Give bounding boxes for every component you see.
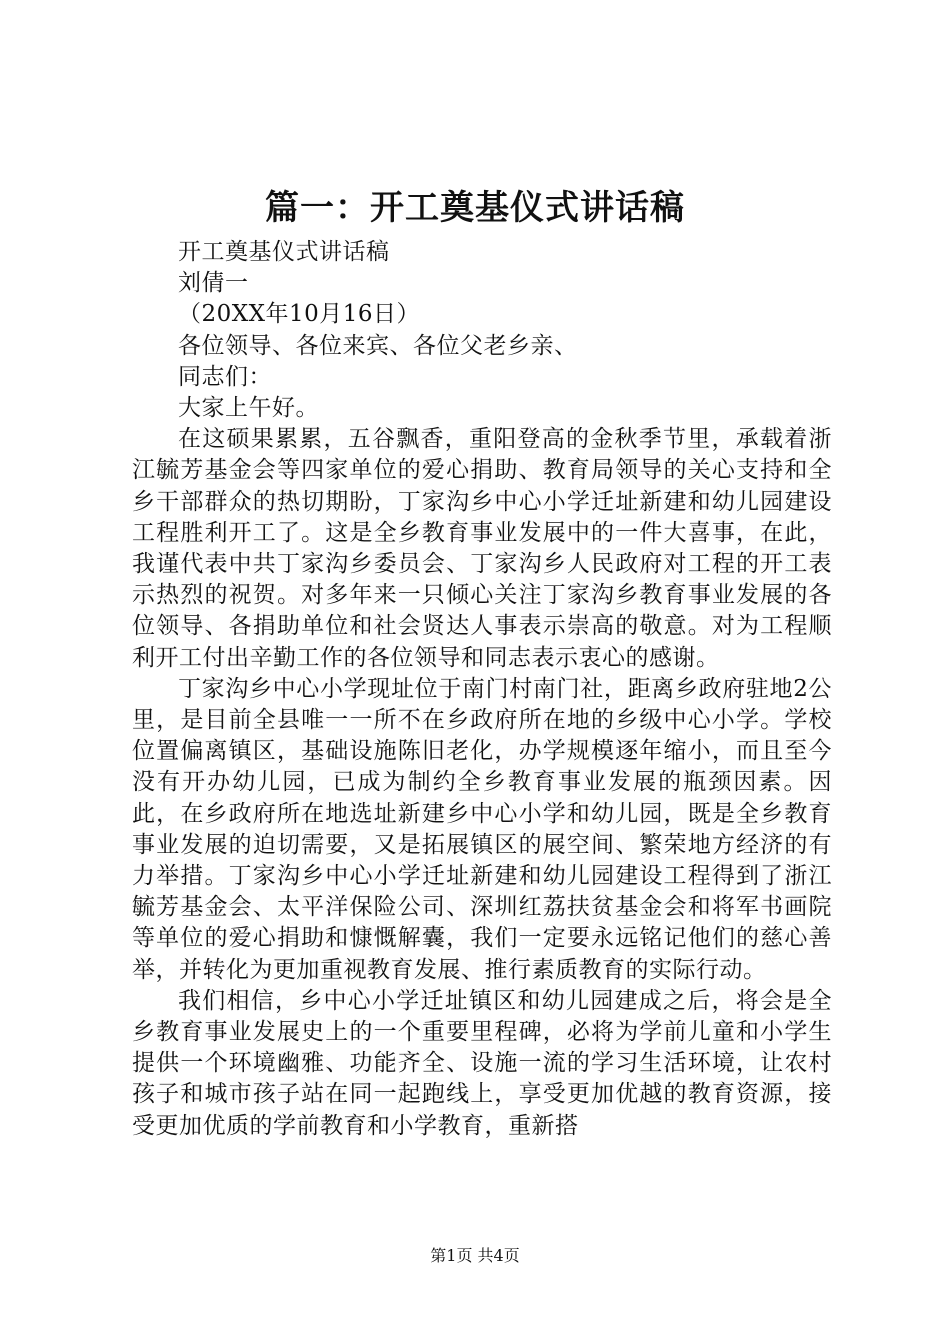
page-footer: 第1页 共4页	[430, 1246, 520, 1265]
paragraph-2: 丁家沟乡中心小学现址位于南门村南门社，距离乡政府驻地2公里，是目前全县唯一一所不在乡政府所在地的乡级中心小学。学校位置偏离镇区，基础设施陈旧老化，办学规模逐年缩小，而且至今没有开办幼儿园，已成为制约全乡教育事业发展的瓶颈因素。因此，在乡政府所在地选址新建乡中心小学和幼儿园，既是全乡教育事业发展的迫切需要，又是拓展镇区的展空间、繁荣地方经济的有力举措。丁家沟乡中心小学迁址新建和幼儿园建设工程得到了浙江毓芳基金会、太平洋保险公司、深圳红荔扶贫基金会和将军书画院等单位的爱心捐助和慷慨解囊，我们一定要永远铭记他们的慈心善举，并转化为更加重视教育发展、推行素质教育的实际行动。	[132, 675, 832, 983]
author: 刘倩一	[178, 270, 249, 297]
document-body	[132, 237, 832, 1142]
paragraph-1: 在这硕果累累，五谷飘香，重阳登高的金秋季节里，承载着浙江毓芳基金会等四家单位的爱心捐助、教育局领导的关心支持和全乡干部群众的热切期盼，丁家沟乡中心小学迁址新建和幼儿园建设工程胜利开工了。这是全乡教育事业发展中的一件大喜事，在此，我谨代表中共丁家沟乡委员会、丁家沟乡人民政府对工程的开工表示热烈的祝贺。对多年来一只倾心关注丁家沟乡教育事业发展的各位领导、各捐助单位和社会贤达人事表示崇高的敬意。对为工程顺利开工付出辛勤工作的各位领导和同志表示衷心的感谢。	[132, 426, 832, 671]
date: （20XX年10月16日）	[178, 301, 421, 328]
document-title: 篇一：开工奠基仪式讲话稿	[265, 188, 685, 228]
salutation-line-1: 各位领导、各位来宾、各位父老乡亲、	[178, 332, 578, 359]
paragraph-3: 我们相信，乡中心小学迁址镇区和幼儿园建成之后，将会是全乡教育事业发展史上的一个重要里程碑，必将为学前儿童和小学生提供一个环境幽雅、功能齐全、设施一流的学习生活环境，让农村孩子和城市孩子站在同一起跑线上，享受更加优越的教育资源，接受更加优质的学前教育和小学教育，重新搭	[132, 987, 832, 1139]
greeting: 大家上午好。	[178, 395, 319, 422]
salutation-line-2: 同志们：	[178, 363, 272, 390]
subtitle: 开工奠基仪式讲话稿	[178, 239, 390, 265]
